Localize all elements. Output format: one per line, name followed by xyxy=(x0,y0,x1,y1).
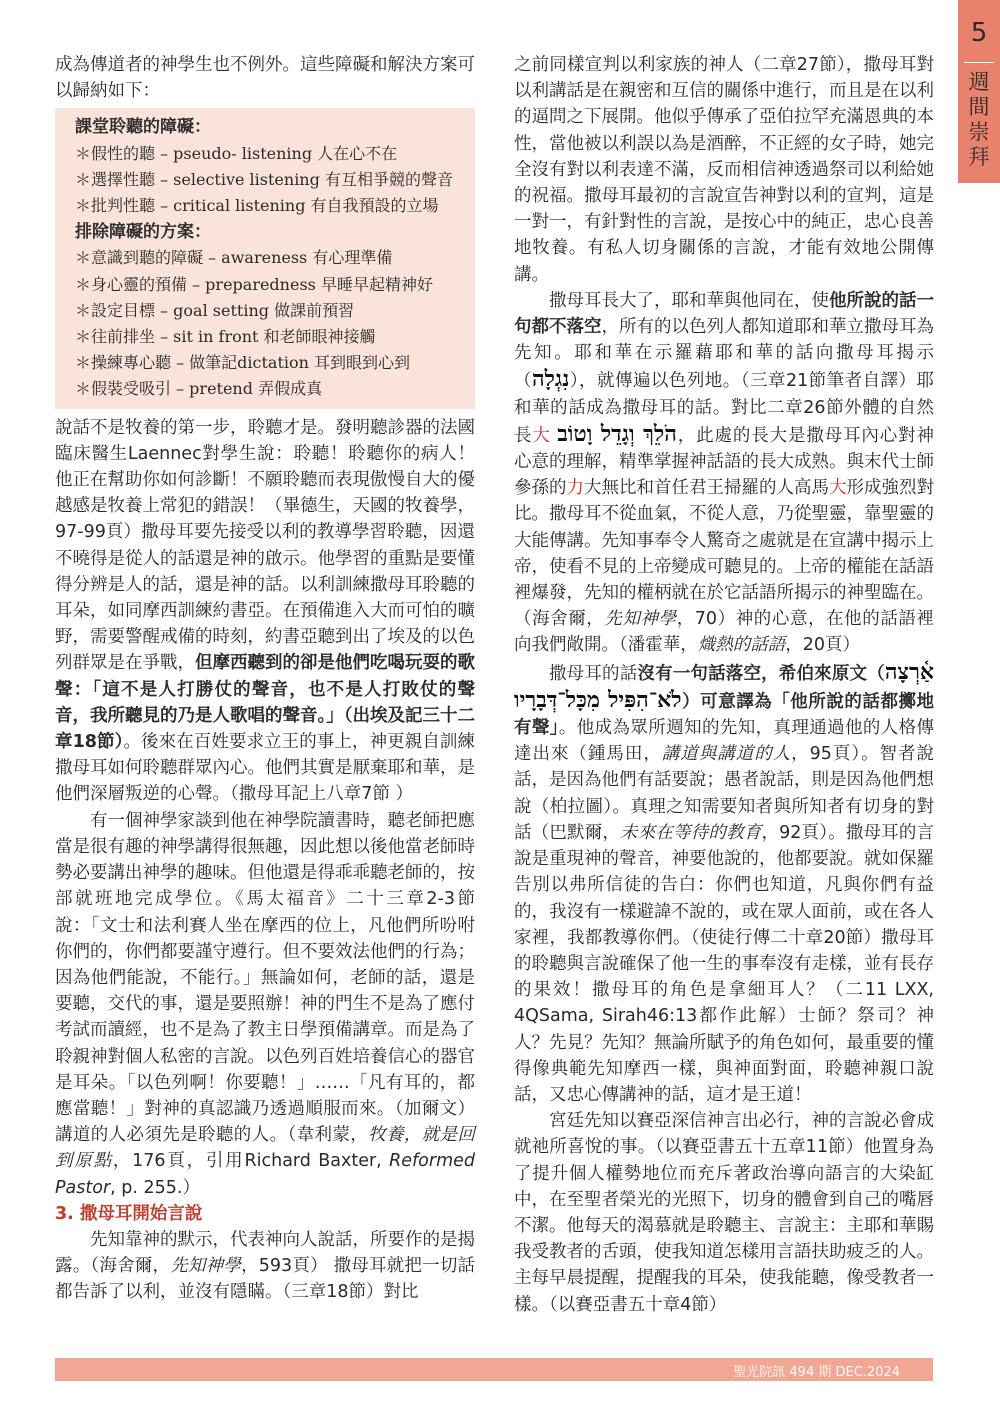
tab-divider xyxy=(964,62,994,63)
section-char: 崇 xyxy=(968,120,990,144)
barrier-item: ＊選擇性聽 – selective listening 有互相爭競的聲音 xyxy=(75,169,453,189)
body-paragraph: 先知靠神的默示，代表神向人說話，所要作的是揭露。（海舍爾，先知神學，593頁） 撒母耳就把一切話都告訴了以利，並沒有隱瞞。（三章18節）對比 xyxy=(55,1229,476,1303)
body-paragraph: 有一個神學家談到他在神學院讀書時，聽老師把應當是很有趣的神學講得很無趣，因此想以後他當老師時勢必要講出神學的趣味。但他還是得乖乖聽老師的，按部就班地完成學位。《馬太福音》二十三章2-3節 說：「文士和法利賽人坐在摩西的位上，凡他們所吩咐你們的，你們都要謹守遵行。但不要效法他們的行為；因為他們能說，不能行。」無論如何，老師的話，還是要聽，交代的事，還是要照辦！神的門生不是為了應付考試而讀經，也不是為了教主日學預備講章。而是為了聆親神對個人私密的言說。以色列百姓培養信心的器官是耳朵。「以色列啊！你要聽！」……「凡有耳的，都應當聽！」對神的真認識乃透過順服而來。（加爾文）講道的人必須先是聆聽的人。（韋利蒙，牧養，就是回到原點，176頁，引用Richard Baxter, Reformed Pastor, p. 255.） xyxy=(55,810,493,1198)
box-heading-barriers: 課堂聆聽的障礙： xyxy=(75,117,211,138)
section-char: 間 xyxy=(968,95,990,119)
intro-paragraph: 成為傳道者的神學生也不例外。這些障礙和解決方案可以歸納如下： xyxy=(55,55,475,102)
box-heading-solutions: 排除障礙的方案： xyxy=(75,222,211,243)
hebrew-phrase: הֹלֵךְ וְגָדֵל וָטוֹב xyxy=(557,420,677,447)
solution-item: ＊設定目標 – goal setting 做課前預習 xyxy=(75,300,355,320)
body-paragraph: 宮廷先知以賽亞深信神言出必行，神的言說必會成就祂所喜悅的事。（以賽亞書五十五章11節）他置身為了提升個人權勢地位而充斥著政治導向語言的大染缸中，在至聖者榮光的光照下，切身的體會到自己的嘴唇不潔。他每天的渴慕就是聆聽主、言說主：主耶和華賜我受教者的舌頭，使我知道怎樣用言語扶助疲乏的人。主每早晨提醒，提醒我的耳朵，使我能聽，像受教者一樣。（以賽亞書五十章4節） xyxy=(514,1111,934,1315)
solution-item: ＊假裝受吸引 – pretend 弄假成真 xyxy=(75,379,323,399)
body-paragraph: 撒母耳的話沒有一句話落空，希伯來原文（אַ֫רְצָה לֹא־הִפִּיל מִכָּל־דְּבָרָיו）可意譯為「他所說的話都擲地有聲」。他成為眾所週知的先知，真理通過他的人格傳達出來（鍾馬田，講道與講道的人，95頁）。智者說話，是因為他們有話要說；愚者說話，則是因為他們想說（柏拉圖）。真理之知需要知者與所知者有切身的對話（巴默爾，未來在等待的教育，92頁）。撒母耳的言說是重現神的聲音，神要他說的，他都要說。就如保羅告別以弗所信徒的告白：你們也知道，凡與你們有益的，我沒有一樣避諱不說的，或在眾人面前，或在各人家裡，我都教導你們。（使徒行傳二十章20節）撒母耳的聆聽與言說確保了他一生的事奉沒有走樣，並有長存的果效！撒母耳的角色是拿細耳人？（二11 LXX, 4QSama, Sirah46:13都作此解）士師？祭司？神人？先見？先知？無論所賦予的角色如何，最重要的懂得像典範先知摩西一樣，與神面對面，聆聽神親口說話，又忠心傳講神的話，這才是王道！ xyxy=(514,658,935,1105)
body-paragraph: 之前同樣宣判以利家族的神人（二章27節），撒母耳對以利講話是在親密和互信的關係中進行，而且是在以利的逼問之下展開。他似乎傳承了亞伯拉罕充滿恩典的本性，當他被以利誤以為是酒醉，不正經的女子時，她完全沒有對以利表達不滿，反而相信神透過祭司以利給她的祝福。撒母耳最初的言說宣告神對以利的宣判，這是一對一，有針對性的言說，是按心中的純正，忠心良善地牧養。有私人切身關係的言說，才能有效地公開傳講。 xyxy=(514,55,934,285)
hebrew-phrase: לֹא־הִפִּיל מִכָּל־דְּבָרָיו xyxy=(514,686,682,713)
solution-item: ＊往前排坐 – sit in front 和老師眼神接觸 xyxy=(75,327,376,347)
section-label xyxy=(958,70,1000,170)
solution-item: ＊意識到聽的障礙 – awareness 有心理準備 xyxy=(75,248,393,268)
section-char: 拜 xyxy=(968,145,990,169)
solution-item: ＊操練專心聽 – 做筆記dictation 耳到眼到心到 xyxy=(75,353,411,373)
body-paragraph: 撒母耳長大了，耶和華與他同在，使他所說的話一句都不落空，所有的以色列人都知道耶和華立撒母耳為先知。耶和華在示羅藉耶和華的話向撒母耳揭示（נִגְלָה），就傳遍以色列地。（三章21節筆者自譯）耶和華的話成為撒母耳的話。對比二章26節外體的自然長大 הֹלֵךְ וְגָדֵל וָטוֹב，此處的長大是撒母耳內心對神心意的理解，精準掌握神話語的長大成熟。與末代士師參孫的力大無比和首任君王掃羅的人高馬大形成強烈對比。撒母耳不從血氣，不從人意，乃從聖靈，靠聖靈的大能傳講。先知事奉令人驚奇之處就是在宣講中揭示上帝，使看不見的上帝變成可聽見的。上帝的權能在話語裡爆發，先知的權柄就在於它話語所揭示的神聖臨在。（海舍爾，先知神學，70）神的心意，在他的話語裡向我們敞開。（潘霍華，熾熱的話語，20頁） xyxy=(514,290,935,656)
right-column xyxy=(514,52,934,1318)
footer-text: 聖光院訊 494 期 DEC.2024 xyxy=(733,1365,900,1380)
page-number: 5 xyxy=(970,18,988,48)
section-heading: 3. 撒母耳開始言說 xyxy=(55,1203,203,1224)
barrier-item: ＊批判性聽 – critical listening 有自我預設的立場 xyxy=(75,196,439,216)
hebrew-word: אַ֫רְצָה xyxy=(884,658,935,685)
barrier-item: ＊假性的聽 – pseudo- listening 人在心不在 xyxy=(75,143,398,163)
hebrew-word: נִגְלָה xyxy=(531,366,570,393)
left-column xyxy=(55,52,493,1306)
section-char: 週 xyxy=(968,70,990,94)
solution-item: ＊身心靈的預備 – preparedness 早睡早起精神好 xyxy=(75,274,433,294)
body-paragraph: 說話不是牧養的第一步，聆聽才是。發明聽診器的法國臨床醫生Laennec對學生說：聆聽！聆聽你的病人！他正在幫助你如何診斷！不願聆聽而表現傲慢自大的優越感是牧養上常犯的錯誤！（畢德生，天國的牧養學，97-99頁）撒母耳要先接受以利的教導學習聆聽，因還不曉得是從人的話還是神的啟示。他學習的重點是要懂得分辨是人的話，還是神的話。以利訓練撒母耳聆聽的耳朵，如同摩西訓練約書亞。在預備進入大而可怕的曠野，需要警醒戒備的時刻，約書亞聽到出了埃及的以色列群眾是在爭戰，但摩西聽到的卻是他們吃喝玩耍的歌聲：「這不是人打勝仗的聲音，也不是人打敗仗的聲音，我所聽見的乃是人歌唱的聲音。」（出埃及記三十二章18節）。後來在百姓要求立王的事上，神更親自訓練撒母耳如何聆聽群眾內心。他們其實是厭棄耶和華，是他們深層叛逆的心聲。（撒母耳記上八章7節 ） xyxy=(55,417,475,805)
listening-barriers-box xyxy=(55,108,475,408)
